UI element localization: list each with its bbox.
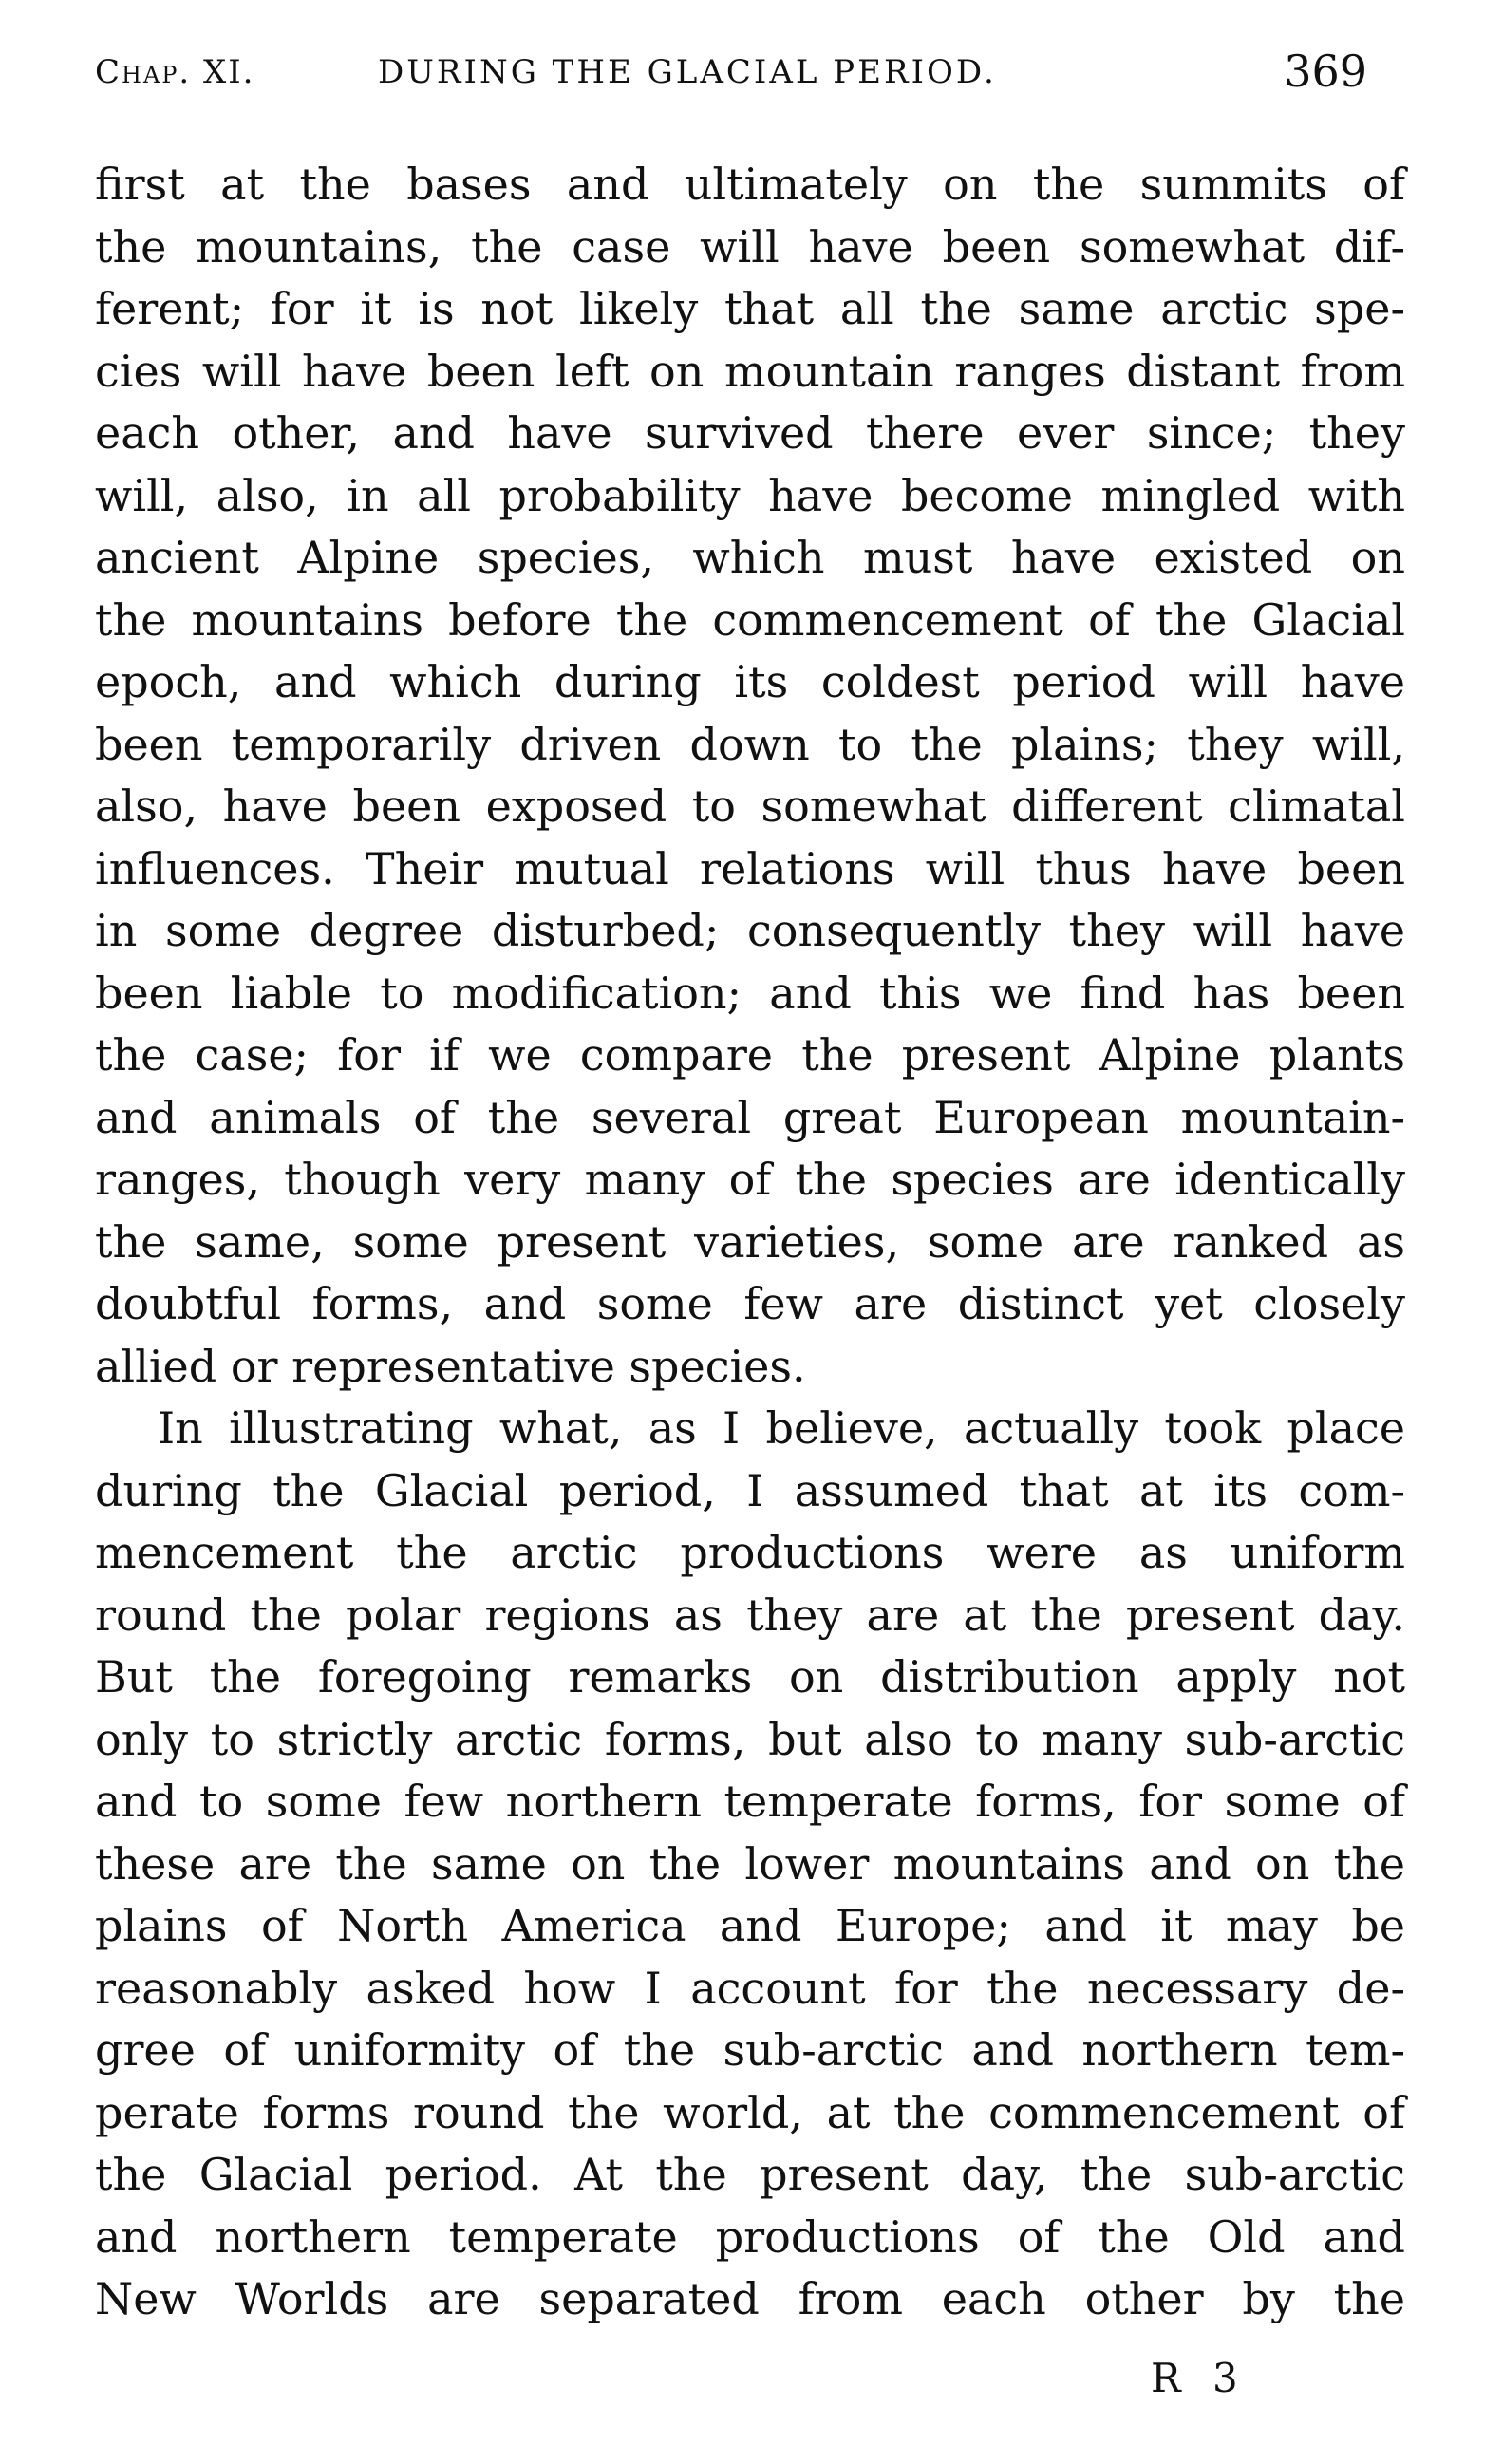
text-line: mencement the arctic productions were as uniform [95,1527,1405,1578]
body-text [95,154,1405,2331]
text-line: reasonably asked how I account for the necessary de- [95,1962,1405,2014]
signature-mark: R 3 [1151,2355,1248,2401]
paragraph [95,154,1405,1398]
text-line: ancient Alpine species, which must have existed on [95,532,1405,583]
text-line: epoch, and which during its coldest period will have [95,656,1405,707]
text-line: perate forms round the world, at the commencement of [95,2086,1405,2138]
text-line: ranges, though very many of the species are identically [95,1154,1405,1205]
text-line: these are the same on the lower mountains and on the [95,1837,1405,1890]
running-title: DURING THE GLACIAL PERIOD. [378,53,997,91]
text-line: ferent; for it is not likely that all the same arctic spe- [95,283,1405,334]
text-line: and to some few northern temperate forms, for some of [95,1776,1405,1827]
text-line: plains of North America and Europe; and it may be [95,1900,1405,1951]
text-line: during the Glacial period, I assumed that at its com- [95,1464,1405,1516]
text-line: influences. Their mutual relations will thus have been [95,842,1405,894]
text-line: also, have been exposed to somewhat different climatal [95,781,1405,832]
text-line: and animals of the several great European mountain- [95,1091,1405,1143]
text-line: will, also, in all probability have become mingled with [95,469,1405,521]
text-line: the mountains, the case will have been somewhat dif- [95,220,1405,273]
text-line: the case; for if we compare the present Alpine plants [95,1029,1405,1081]
chapter-label: Chap. XI. [95,53,255,91]
text-line: been temporarily driven down to the plains; they will, [95,718,1405,770]
text-line: the mountains before the commencement of the Glacial [95,593,1405,646]
text-line: round the polar regions as they are at the present day. [95,1589,1405,1641]
text-line: first at the bases and ultimately on the summits of [95,159,1405,210]
page-number: 369 [1284,46,1367,97]
text-line: been liable to modification; and this we find has been [95,967,1405,1019]
text-line: doubtful forms, and some few are distinct yet closely [95,1278,1405,1329]
paragraph [95,1398,1405,2331]
text-line: In illustrating what, as I believe, actually took place [158,1402,1405,1454]
text-line: each other, and have survived there ever since; they [95,407,1405,459]
text-line: But the foregoing remarks on distribution apply not [95,1651,1405,1702]
text-line: the Glacial period. At the present day, the sub-arctic [95,2149,1405,2200]
running-header [95,46,1405,103]
text-line: allied or representative species. [95,1340,806,1392]
text-line: the same, some present varieties, some are ranked as [95,1215,1405,1268]
text-line: only to strictly arctic forms, but also to many sub-arctic [95,1713,1405,1765]
text-line: in some degree disturbed; consequently they will have [95,905,1405,956]
text-line: and northern temperate productions of the Old and [95,2210,1405,2263]
text-line: gree of uniformity of the sub-arctic and northern tem- [95,2024,1405,2076]
text-line: cies will have been left on mountain ranges distant from [95,345,1405,397]
text-line: New Worlds are separated from each other by the [95,2273,1405,2324]
